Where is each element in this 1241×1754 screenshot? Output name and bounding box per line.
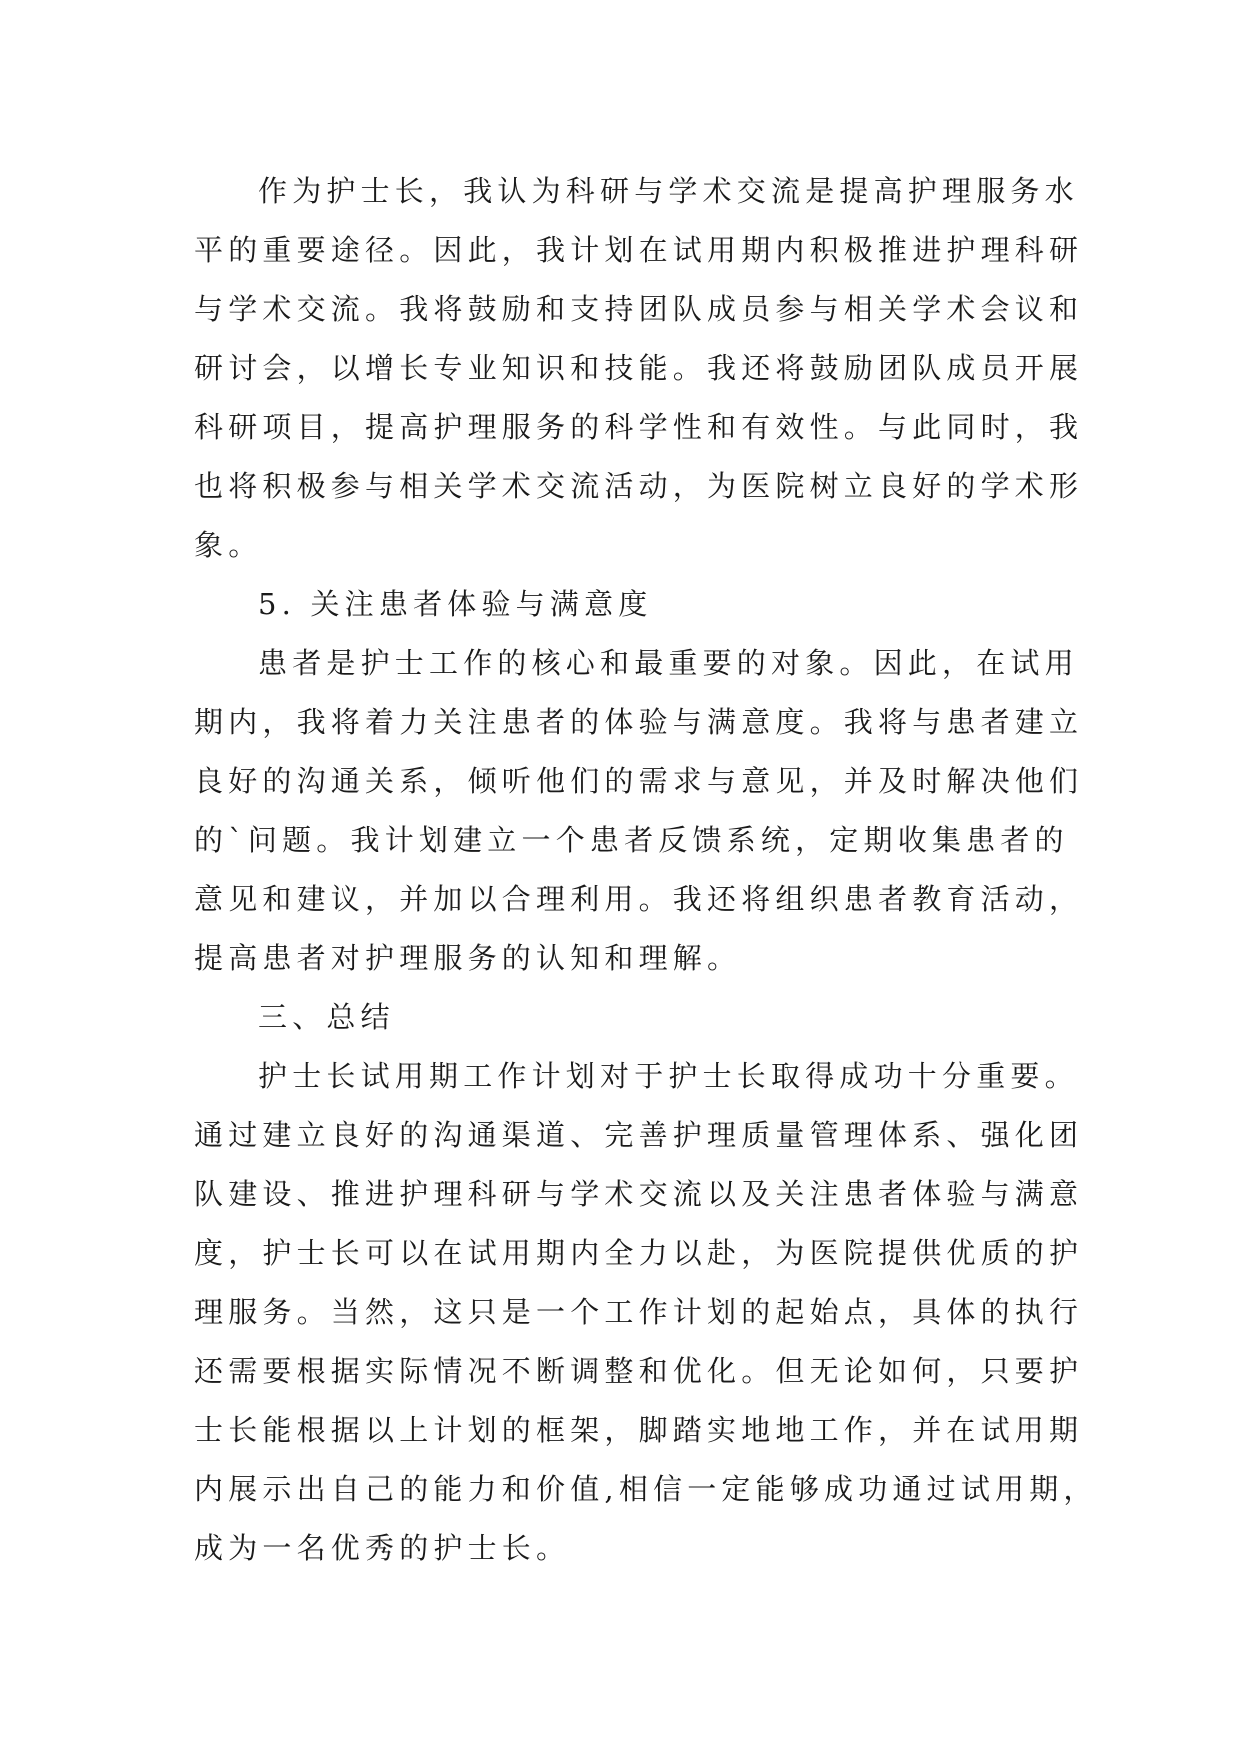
- paragraph-line: 也将积极参与相关学术交流活动，为医院树立良好的学术形: [194, 469, 1084, 503]
- section-heading: 5. 关注患者体验与满意度: [258, 587, 653, 621]
- paragraph-line: 的`问题。我计划建立一个患者反馈系统，定期收集患者的: [194, 823, 1069, 857]
- paragraph-line: 还需要根据实际情况不断调整和优化。但无论如何，只要护: [194, 1354, 1084, 1388]
- paragraph-line: 平的重要途径。因此，我计划在试用期内积极推进护理科研: [194, 233, 1084, 267]
- paragraph-line: 科研项目，提高护理服务的科学性和有效性。与此同时，我: [194, 410, 1084, 444]
- paragraph-line: 良好的沟通关系，倾听他们的需求与意见，并及时解决他们: [194, 764, 1084, 798]
- paragraph-line: 队建设、推进护理科研与学术交流以及关注患者体验与满意: [194, 1177, 1084, 1211]
- paragraph-line: 护士长试用期工作计划对于护士长取得成功十分重要。: [258, 1059, 1079, 1093]
- paragraph-line: 与学术交流。我将鼓励和支持团队成员参与相关学术会议和: [194, 292, 1084, 326]
- paragraph-line: 理服务。当然，这只是一个工作计划的起始点，具体的执行: [194, 1295, 1084, 1329]
- document-body: [194, 162, 1098, 1578]
- paragraph-line: 意见和建议，并加以合理利用。我还将组织患者教育活动，: [194, 882, 1084, 916]
- paragraph-line: 研讨会，以增长专业知识和技能。我还将鼓励团队成员开展: [194, 351, 1084, 385]
- paragraph-line: 提高患者对护理服务的认知和理解。: [194, 941, 742, 975]
- paragraph-line: 患者是护士工作的核心和最重要的对象。因此，在试用: [258, 646, 1079, 680]
- paragraph-line: 度，护士长可以在试用期内全力以赴，为医院提供优质的护: [194, 1236, 1084, 1270]
- paragraph-line: 成为一名优秀的护士长。: [194, 1531, 571, 1565]
- paragraph-line: 内展示出自己的能力和价值,相信一定能够成功通过试用期，: [194, 1472, 1098, 1506]
- paragraph-line: 通过建立良好的沟通渠道、完善护理质量管理体系、强化团: [194, 1118, 1084, 1152]
- paragraph-line: 象。: [194, 528, 263, 562]
- paragraph-line: 期内，我将着力关注患者的体验与满意度。我将与患者建立: [194, 705, 1084, 739]
- paragraph-line: 士长能根据以上计划的框架，脚踏实地地工作，并在试用期: [194, 1413, 1084, 1447]
- paragraph-line: 作为护士长，我认为科研与学术交流是提高护理服务水: [258, 174, 1079, 208]
- section-heading: 三、总结: [258, 1000, 395, 1034]
